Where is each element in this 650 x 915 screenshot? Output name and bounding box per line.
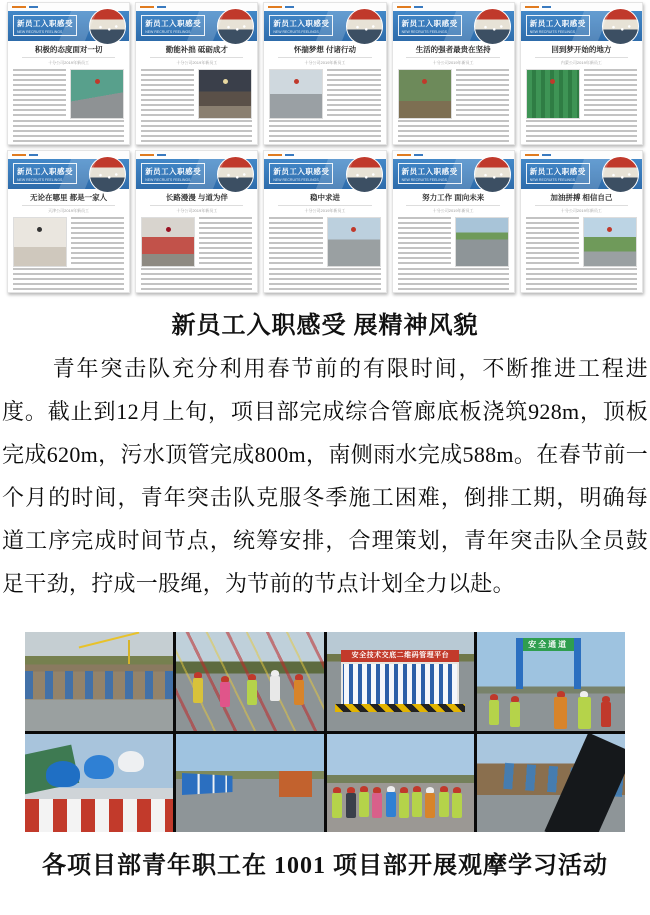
poster-grid [0, 0, 650, 293]
poster-body [264, 41, 385, 144]
poster-badge-subtitle: NEW RECRUITS FEELINGS [273, 178, 319, 182]
qr-code-grid [341, 662, 459, 706]
poster-card [135, 150, 258, 293]
poster-card-textlines [13, 69, 66, 117]
poster-badge-title: 新员工入职感受 [273, 19, 330, 28]
poster-header-band [8, 11, 129, 41]
poster-card-photo [70, 69, 124, 119]
poster-body [8, 189, 129, 292]
photo-site-road-signs [176, 734, 324, 833]
poster-card-content [398, 217, 509, 265]
poster-card [7, 150, 130, 293]
poster-badge [269, 15, 333, 36]
poster-badge [141, 15, 205, 36]
poster-card-textlines-bottom [269, 120, 380, 142]
poster-card-title: 加油拼搏 相信自己 [550, 193, 613, 202]
poster-card [7, 2, 130, 145]
poster-card-textlines-bottom [13, 268, 124, 290]
poster-body [393, 41, 514, 144]
poster-card [263, 150, 386, 293]
poster-header-band [521, 159, 642, 189]
body-paragraph: 青年突击队充分利用春节前的有限时间，不断推进工程进度。截止到12月上旬，项目部完成综合管廊底板浇筑928m，顶板完成620m，污水顶管完成800m，南侧雨水完成588m。在春节前一个月的时间，青年突击队克服冬季施工困难，倒排工期，明确每道工序完成时间节点，统筹安排，合理策划，青年突击队全员鼓足干劲，拧成一股绳，为节前的节点计划全力以赴。 [2, 356, 648, 596]
poster-badge-title: 新员工入职感受 [145, 167, 202, 176]
photo-crane-site [25, 632, 173, 731]
group-photo-circle [346, 156, 383, 193]
poster-card-subtitle: 十分公司2019年新员工 [150, 57, 243, 66]
poster-header-band [264, 11, 385, 41]
poster-card-subtitle: 内蒙公司2019年新员工 [535, 57, 628, 66]
section-caption-recruits: 新员工入职感受 展精神风貌 [171, 313, 479, 339]
poster-card-textlines-bottom [13, 120, 124, 142]
poster-body [521, 189, 642, 292]
poster-badge [398, 15, 462, 36]
photo-group-workers [327, 734, 475, 833]
photo-workers-observing [176, 632, 324, 731]
poster-card [135, 2, 258, 145]
poster-card-textlines [199, 217, 252, 265]
poster-card-textlines [71, 217, 124, 265]
poster-card-textlines-bottom [269, 268, 380, 290]
safety-passage-sign: 安全通道 [516, 638, 581, 651]
poster-card-title: 回到梦开始的地方 [551, 45, 612, 54]
poster-card-content [269, 69, 380, 117]
section-caption-visit: 各项目部青年职工在 1001 项目部开展观摩学习活动 [42, 853, 608, 879]
poster-header-band [136, 159, 257, 189]
poster-badge-subtitle: NEW RECRUITS FEELINGS [529, 178, 576, 182]
poster-header-band [393, 11, 514, 41]
poster-badge-title: 新员工入职感受 [17, 167, 73, 176]
poster-card-content [526, 69, 637, 117]
poster-card-title: 稳中求进 [309, 193, 340, 202]
poster-body [136, 189, 257, 292]
poster-badge-title: 新员工入职感受 [17, 19, 73, 28]
poster-header-band [8, 159, 129, 189]
poster-card [263, 2, 386, 145]
poster-card-subtitle: 天津公司2019年新员工 [22, 205, 115, 214]
poster-card-photo [198, 69, 252, 119]
poster-card-photo [269, 69, 323, 119]
poster-card-photo [398, 69, 452, 119]
group-photo-circle [602, 8, 639, 45]
poster-card-textlines [269, 217, 322, 265]
poster-header-band [136, 11, 257, 41]
poster-card-subtitle: 十分公司2019年新员工 [406, 205, 499, 214]
poster-badge-title: 新员工入职感受 [529, 167, 586, 176]
photo-safety-passage-gate [477, 632, 625, 731]
photo-qr-management-board [327, 632, 475, 731]
poster-badge-title: 新员工入职感受 [145, 19, 202, 28]
poster-badge-subtitle: NEW RECRUITS FEELINGS [529, 30, 576, 34]
poster-badge-title: 新员工入职感受 [401, 19, 458, 28]
poster-card-title: 勤能补拙 砥砺成才 [165, 45, 228, 54]
poster-card-subtitle: 十分公司2019年新员工 [278, 205, 371, 214]
poster-badge-subtitle: NEW RECRUITS FEELINGS [273, 30, 319, 34]
hazard-stripe-base [335, 704, 465, 712]
poster-badge [269, 163, 333, 184]
group-photo-circle [602, 156, 639, 193]
poster-badge-subtitle: NEW RECRUITS FEELINGS [401, 178, 447, 182]
poster-badge [13, 163, 77, 184]
photo-pipe-trench [477, 734, 625, 833]
poster-badge-subtitle: NEW RECRUITS FEELINGS [17, 178, 63, 182]
poster-card-textlines-bottom [398, 120, 509, 142]
group-photo-circle [217, 8, 254, 45]
poster-card [520, 150, 643, 293]
red-white-railing [25, 799, 173, 832]
poster-badge-title: 新员工入职感受 [529, 19, 586, 28]
poster-card [520, 2, 643, 145]
poster-card-textlines-bottom [141, 120, 252, 142]
group-photo-circle [89, 156, 126, 193]
poster-card [392, 2, 515, 145]
poster-card-content [13, 69, 124, 117]
poster-badge [398, 163, 462, 184]
group-photo-circle [474, 8, 511, 45]
poster-badge [526, 15, 590, 36]
group-photo-circle [346, 8, 383, 45]
poster-header-band [521, 11, 642, 41]
poster-card-content [269, 217, 380, 265]
poster-badge-subtitle: NEW RECRUITS FEELINGS [145, 30, 191, 34]
poster-card-photo [13, 217, 67, 267]
poster-card-photo [583, 217, 637, 267]
poster-card-photo [526, 69, 580, 119]
poster-card-textlines [398, 217, 451, 265]
poster-body [136, 41, 257, 144]
poster-card-textlines-bottom [398, 268, 509, 290]
poster-card-textlines [526, 217, 579, 265]
poster-card-subtitle: 十分公司2019年新员工 [22, 57, 115, 66]
poster-card-textlines-bottom [141, 268, 252, 290]
poster-card-title: 长路漫漫 与道为伴 [165, 193, 228, 202]
poster-header-band [264, 159, 385, 189]
photo-blue-helmet-workers [25, 734, 173, 833]
poster-card-textlines-bottom [526, 120, 637, 142]
poster-card-subtitle: 十分公司2019年新员工 [150, 205, 243, 214]
poster-card-textlines-bottom [526, 268, 637, 290]
poster-badge-title: 新员工入职感受 [401, 167, 458, 176]
poster-card-title: 无论在哪里 都是一家人 [30, 193, 108, 202]
photo-collage [25, 632, 625, 832]
orange-container [279, 771, 312, 797]
poster-card [392, 150, 515, 293]
poster-badge-subtitle: NEW RECRUITS FEELINGS [401, 30, 447, 34]
poster-card-title: 积极的态度面对一切 [34, 45, 103, 54]
poster-header-band [393, 159, 514, 189]
poster-card-content [398, 69, 509, 117]
poster-card-photo [141, 217, 195, 267]
poster-badge-subtitle: NEW RECRUITS FEELINGS [145, 178, 191, 182]
group-photo-circle [217, 156, 254, 193]
group-photo-circle [474, 156, 511, 193]
poster-badge-title: 新员工入职感受 [273, 167, 330, 176]
poster-card-textlines [327, 69, 380, 117]
poster-card-subtitle: 十分公司2019年新员工 [406, 57, 499, 66]
poster-card-subtitle: 十分公司2019年新员工 [278, 57, 371, 66]
poster-body [264, 189, 385, 292]
poster-card-title: 生活的强者最贵在坚持 [415, 45, 491, 54]
poster-card-title: 怀揣梦想 付诸行动 [293, 45, 357, 54]
qr-board-banner: 安全技术交底二维码管理平台 [341, 650, 459, 662]
poster-card-title: 努力工作 面向未来 [422, 193, 485, 202]
poster-body [521, 41, 642, 144]
group-photo-circle [89, 8, 126, 45]
poster-card-textlines [584, 69, 637, 117]
poster-card-photo [327, 217, 381, 267]
poster-badge [141, 163, 205, 184]
poster-card-textlines [141, 69, 194, 117]
poster-card-photo [455, 217, 509, 267]
poster-card-subtitle: 十分公司2019年新员工 [535, 205, 628, 214]
poster-card-content [13, 217, 124, 265]
poster-badge [13, 15, 77, 36]
poster-badge-subtitle: NEW RECRUITS FEELINGS [17, 30, 63, 34]
poster-body [393, 189, 514, 292]
blue-sign-fence [182, 773, 233, 795]
poster-badge [526, 163, 590, 184]
poster-body [8, 41, 129, 144]
poster-card-content [141, 69, 252, 117]
poster-card-content [141, 217, 252, 265]
poster-card-textlines [456, 69, 509, 117]
poster-card-content [526, 217, 637, 265]
